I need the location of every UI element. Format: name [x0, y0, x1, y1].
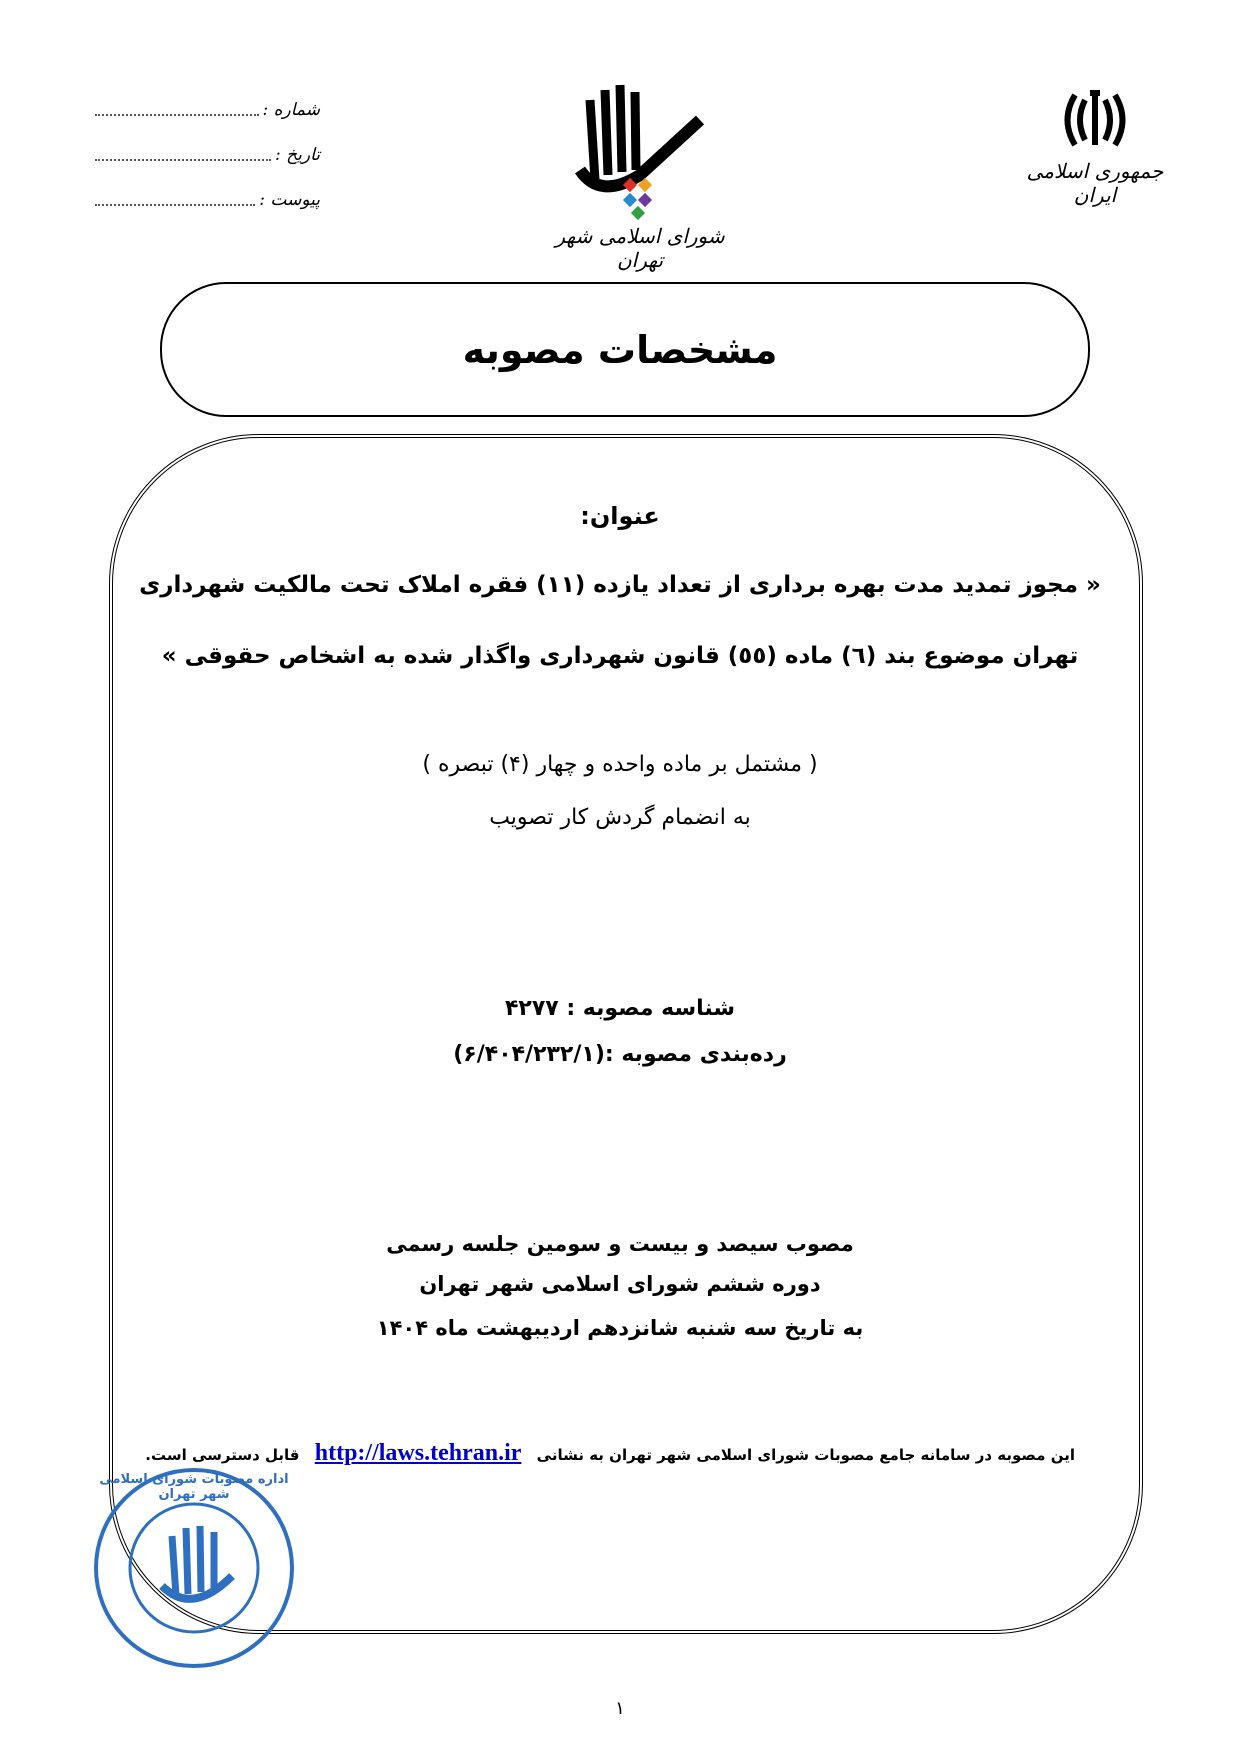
page-title: مشخصات مصوبه	[462, 328, 778, 372]
footer-note	[145, 1440, 1075, 1467]
date-field	[95, 145, 320, 165]
field-label: پیوست :	[259, 190, 320, 210]
council-logo-icon	[540, 80, 740, 220]
page-number: ۱	[615, 1698, 625, 1719]
subject-line-2: تهران موضوع بند (٦) ماده (٥٥) قانون شهرداری واگذار شده به اشخاص حقوقی »	[161, 643, 1079, 669]
field-blank	[95, 100, 259, 116]
includes-note: ( مشتمل بر ماده واحده و چهار (۴) تبصره )	[422, 752, 818, 777]
council-stamp	[92, 1466, 296, 1670]
attachment-note: به انضمام گردش کار تصویب	[489, 805, 751, 830]
council-logo-text: شورای اسلامی شهر تهران	[555, 224, 725, 272]
resolution-class: رده‌بندی مصوبه :(۶/۴۰۴/۲۳۲/۱)	[453, 1042, 787, 1067]
approval-line-2: دوره ششم شورای اسلامی شهر تهران	[419, 1272, 821, 1296]
stamp-text: اداره مصوبات شورای اسلامی شهر تهران	[99, 1472, 289, 1502]
emblem-text: جمهوری اسلامی ایران	[1026, 159, 1164, 207]
laws-link[interactable]: http://laws.tehran.ir	[314, 1440, 522, 1466]
field-label: شماره :	[262, 100, 320, 120]
resolution-id: شناسه مصوبه : ۴۲۷۷	[504, 996, 736, 1021]
approval-line-3: به تاریخ سه شنبه شانزدهم اردیبهشت ماه ۱۴۰۴	[376, 1316, 864, 1340]
subject-line-1: « مجوز تمدید مدت بهره برداری از تعداد یازده (۱۱) فقره املاک تحت مالکیت شهرداری	[139, 572, 1101, 598]
emblem-icon	[1055, 85, 1135, 155]
iran-emblem	[1010, 85, 1180, 215]
approval-line-1: مصوب سیصد و بیست و سومین جلسه رسمی	[386, 1232, 854, 1256]
attachment-field	[95, 190, 320, 210]
footer-text: این مصوبه در سامانه جامع مصوبات شورای اسلامی شهر تهران به نشانی	[536, 1446, 1075, 1464]
field-label: تاریخ :	[275, 145, 320, 165]
field-blank	[95, 145, 271, 161]
number-field	[95, 100, 320, 120]
subject-label: عنوان:	[580, 502, 660, 530]
field-blank	[95, 190, 255, 206]
footer-text-end: قابل دسترسی است.	[145, 1446, 300, 1464]
council-logo	[540, 80, 740, 272]
